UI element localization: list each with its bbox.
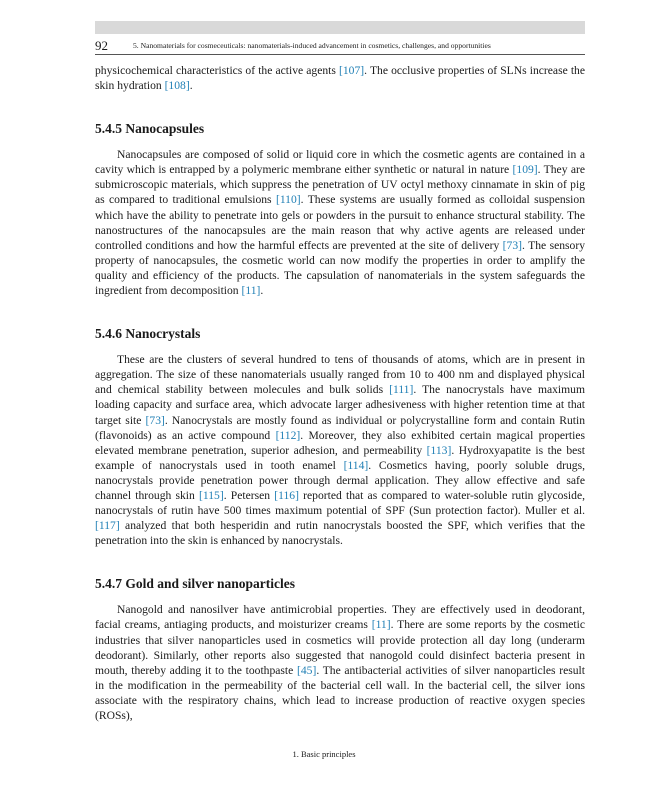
gold-silver-paragraph (95, 602, 585, 723)
text-run: . They are submicroscopic materials, which suppress the penetration of UV octyl methoxy cinnamate in skin of pig as compared to traditional emulsions (95, 163, 585, 207)
citation-link[interactable]: [107] (339, 64, 365, 77)
text-run: Nanocapsules are composed of solid or liquid core in which the cosmetic agents are contained in a cavity which is entrapped by a polymeric membrane either synthetic or natural in nature (95, 148, 585, 177)
text-run: physicochemical characteristics of the active agents (95, 64, 340, 77)
text-run: . Hydroxyapatite is the best example of nanocrystals used in tooth enamel (95, 443, 585, 472)
text-run: . (260, 284, 264, 298)
page-body (95, 63, 585, 723)
citation-link[interactable]: [11] (371, 618, 391, 632)
text-run: . These systems are usually formed as colloidal suspension which have the ability to penetrate into gels or powders in the pursuit to enhance structural stability. The nanostructures of the nanocapsules are the main reason that why active agents are released under controlled conditions and how the harmful effects are prevented at the site of delivery (95, 193, 585, 252)
nanocapsules-paragraph (95, 147, 585, 298)
citation-link[interactable]: [114] (343, 458, 369, 472)
text-run: . There are some reports by the cosmetic industries that silver nanoparticles used in cosmetics will provide protection all day long (underarm deodorant). Similarly, other reports also suggested that nanogold could disinfect bacteria present in mouth, thereby adding it to the toothpaste (95, 618, 585, 677)
citation-link[interactable]: [73] (502, 238, 522, 252)
section-heading-nanocrystals: 5.4.6 Nanocrystals (95, 326, 201, 342)
top-shade-bar (95, 21, 585, 34)
text-run: Nanogold and nanosilver have antimicrobial properties. They are effectively used in deodorant, facial creams, antiaging products, and moisturizer creams (95, 603, 585, 632)
section-heading-nanocapsules: 5.4.5 Nanocapsules (95, 121, 205, 137)
citation-link[interactable]: [45] (296, 663, 317, 677)
text-run: . The occlusive properties of SLNs increase the skin hydration (95, 64, 585, 93)
citation-link[interactable]: [115] (199, 488, 224, 502)
text-run: . Moreover, they also exhibited certain magical properties elevated membrane penetration, superior adhesion, and permeability (95, 428, 585, 457)
page-header (95, 38, 585, 55)
text-run: . Nanocrystals are mostly found as individual or polycrystalline form and contain Rutin (flavonoids) as an active compound (95, 413, 585, 442)
text-run: analyzed that both hesperidin and rutin nanocrystals boosted the SPF, which verifies that the penetration into the skin is enhanced by nanocrystals. (95, 519, 585, 548)
page-number: 92 (95, 38, 108, 53)
text-run: . The antibacterial activities of silver nanoparticles result in the modification in the permeability of the bacterial cell wall. In the bacterial cell, the silver ions associate with the respiratory chains, which lead to increase production of reactive oxygen species (ROSs), (95, 663, 585, 722)
text-run: . Petersen (223, 488, 275, 502)
text-run: . The sensory property of nanocapsules, the cosmetic world can now modify the properties in order to amplify the quality and efficiency of the products. The capsulation of nanomaterials in the system safeguards the ingredient from decomposition (95, 238, 585, 298)
citation-link[interactable]: [11] (241, 284, 261, 298)
running-head: 5. Nanomaterials for cosmeceuticals: nanomaterials-induced advancement in cosmetics, challenges, and opportunities (133, 41, 491, 50)
citation-link[interactable]: [109] (512, 163, 538, 177)
citation-link[interactable]: [111] (389, 383, 414, 397)
text-run: . (189, 79, 193, 93)
page-footer: 1. Basic principles (292, 749, 356, 759)
citation-link[interactable]: [117] (95, 519, 120, 533)
citation-link[interactable]: [110] (275, 193, 301, 207)
text-run: . The nanocrystals have maximum loading capacity and surface area, which advocate larger adhesiveness with higher retention time at that target site (95, 383, 585, 427)
citation-link[interactable]: [112] (275, 428, 301, 442)
citation-link[interactable]: [73] (145, 413, 165, 427)
citation-link[interactable]: [116] (274, 488, 299, 502)
citation-link[interactable]: [113] (426, 443, 452, 457)
nanocrystals-paragraph (95, 352, 585, 548)
citation-link[interactable]: [108] (164, 79, 190, 93)
text-run: reported that as compared to water-soluble rutin glycoside, nanocrystals of rutin have 500 times maximum potential of SPF (Sun protection factor). Muller et al. (95, 488, 585, 518)
intro-paragraph (95, 63, 585, 93)
text-run: These are the clusters of several hundred to tens of thousands of atoms, which are in present in aggregation. The size of these nanomaterials usually ranged from 10 to 400 nm and displayed physical and chemical stability between molecules and bulk solids (95, 353, 585, 397)
section-heading-gold-silver: 5.4.7 Gold and silver nanoparticles (95, 576, 296, 592)
text-run: . Cosmetics having, poorly soluble drugs, nanocrystals provide penetration power through dermal application. They allow effective and safe channel through skin (95, 458, 585, 502)
